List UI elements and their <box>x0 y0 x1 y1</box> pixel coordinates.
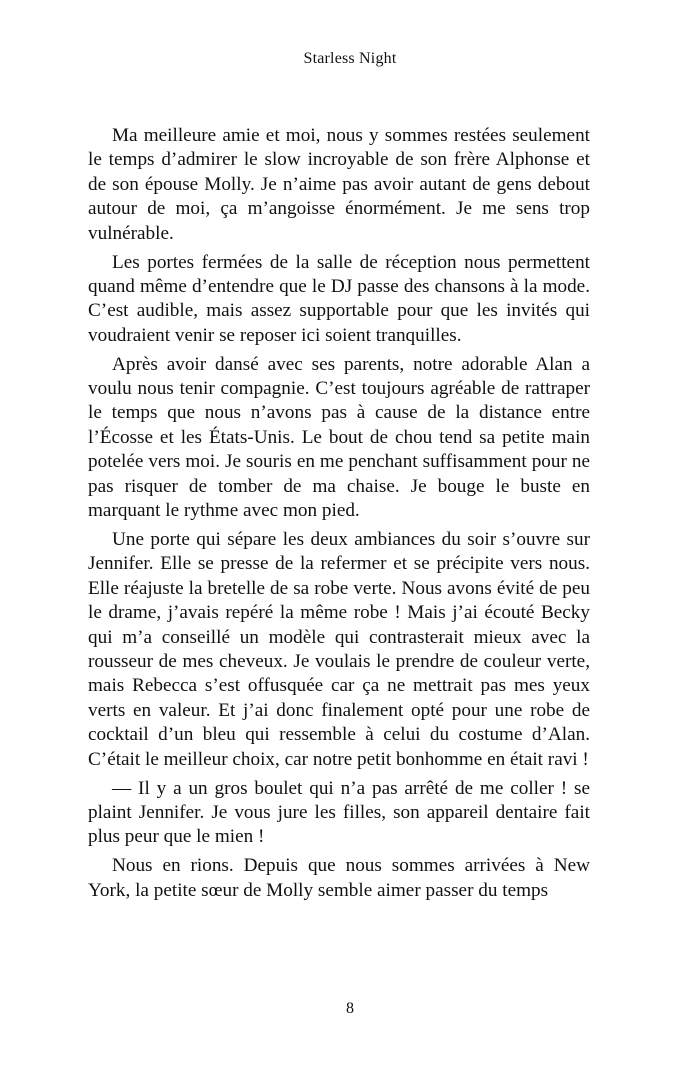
paragraph: Ma meilleure amie et moi, nous y sommes restées seulement le temps d’admirer le slow incroyable de son frère Alphonse et de son épouse Molly. Je n’aime pas avoir autant de gens debout autour de moi, ça m’angoisse énormément. Je me sens trop vulnérable. <box>88 125 590 244</box>
paragraph: Les portes fermées de la salle de réception nous permettent quand même d’entendre que le DJ passe des chansons à la mode. C’est audible, mais assez supportable pour que les invités qui voudraient venir se reposer ici soient tranquilles. <box>88 251 590 346</box>
running-header: Starless Night <box>303 50 397 67</box>
body-text <box>88 124 590 908</box>
paragraph: — Il y a un gros boulet qui n’a pas arrêté de me coller ! se plaint Jennifer. Je vous jure les filles, son appareil dentaire fait plus peur que le mien ! <box>88 777 590 848</box>
paragraph: Une porte qui sépare les deux ambiances du soir s’ouvre sur Jennifer. Elle se presse de la refermer et se précipite vers nous. Elle réajuste la bretelle de sa robe verte. Nous avons évité de peu le drame, j’avais repéré la même robe ! Mais j’ai écouté Becky qui m’a conseillé un modèle qui contrasterait mieux avec la rousseur de mes cheveux. Je voulais le prendre de couleur verte, mais Rebecca s’est offusquée car ça ne mettrait pas mes yeux verts en valeur. Et j’ai donc finalement opté pour une robe de cocktail d’un bleu qui ressemble à celui du costume d’Alan. C’était le meilleur choix, car notre petit bonhomme en était ravi ! <box>88 529 590 770</box>
paragraph: Après avoir dansé avec ses parents, notre adorable Alan a voulu nous tenir compagnie. C’est toujours agréable de rattraper le temps que nous n’avons pas à cause de la distance entre l’Écosse et les États-Unis. Le bout de chou tend sa petite main potelée vers moi. Je souris en me penchant suffisamment pour ne pas risquer de tomber de ma chaise. Je bouge le buste en marquant le rythme avec mon pied. <box>88 353 590 522</box>
page-number: 8 <box>346 1000 354 1017</box>
paragraph: Nous en rions. Depuis que nous sommes arrivées à New York, la petite sœur de Molly semble aimer passer du temps <box>88 855 590 901</box>
